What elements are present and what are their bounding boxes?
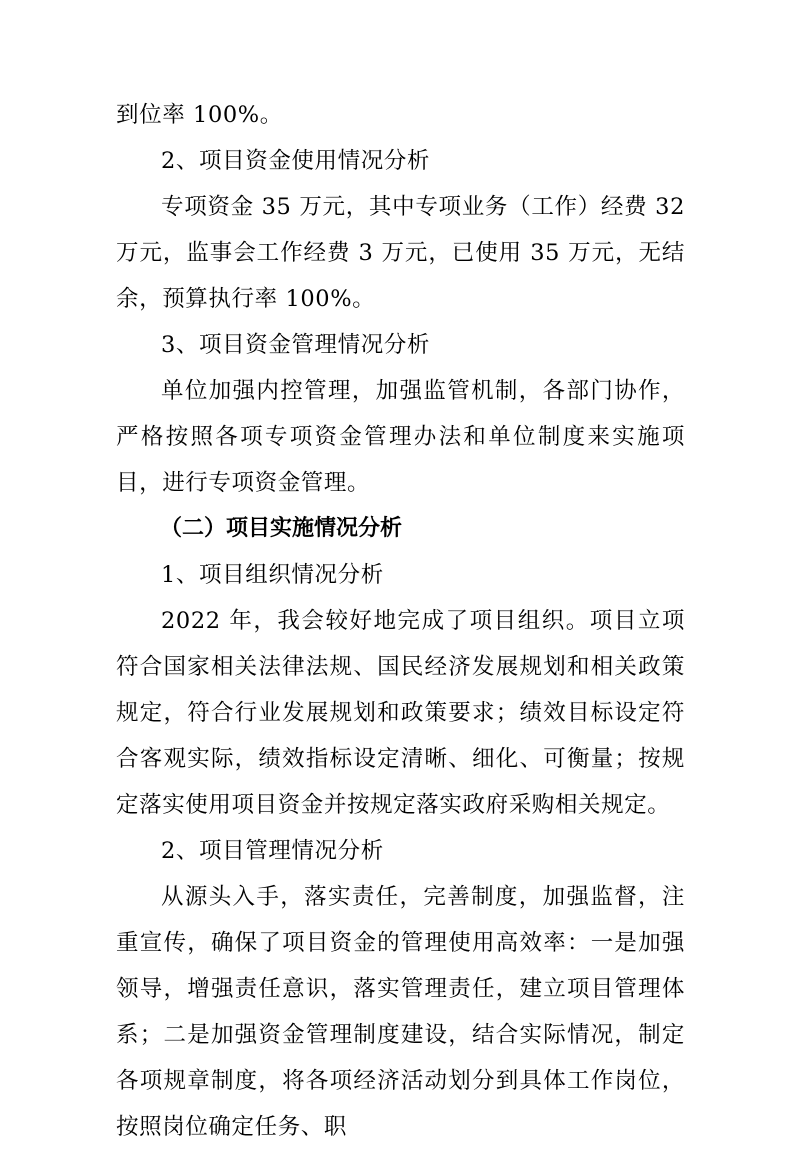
section-heading-project-implementation: （二）项目实施情况分析: [160, 516, 403, 541]
paragraph-heading-project-organization: 1、项目组织情况分析: [161, 562, 384, 588]
paragraph-fund-management-detail: 单位加强内控管理，加强监管机制，各部门协作，严格按照各项专项资金管理办法和单位制度来实施项目，进行专项资金管理。: [116, 378, 685, 496]
document-body: [116, 92, 685, 1150]
paragraph-continuation-funding-rate: 到位率 100%。: [116, 102, 283, 128]
paragraph-heading-fund-usage: 2、项目资金使用情况分析: [161, 148, 431, 174]
paragraph-heading-fund-management: 3、项目资金管理情况分析: [161, 332, 431, 358]
paragraph-fund-usage-detail: 专项资金 35 万元，其中专项业务（工作）经费 32 万元，监事会工作经费 3 万元，已使用 35 万元，无结余，预算执行率 100%。: [116, 194, 685, 312]
paragraph-project-organization-detail: 2022 年，我会较好地完成了项目组织。项目立项符合国家相关法律法规、国民经济发展规划和相关政策规定，符合行业发展规划和政策要求；绩效目标设定符合客观实际，绩效指标设定清晰、细化、可衡量；按规定落实使用项目资金并按规定落实政府采购相关规定。: [116, 608, 685, 818]
paragraph-project-management-detail: 从源头入手，落实责任，完善制度，加强监督，注重宣传，确保了项目资金的管理使用高效率：一是加强领导，增强责任意识，落实管理责任，建立项目管理体系；二是加强资金管理制度建设，结合实际情况，制定各项规章制度，将各项经济活动划分到具体工作岗位，按照岗位确定任务、职: [116, 884, 685, 1140]
paragraph-heading-project-management: 2、项目管理情况分析: [161, 838, 384, 864]
